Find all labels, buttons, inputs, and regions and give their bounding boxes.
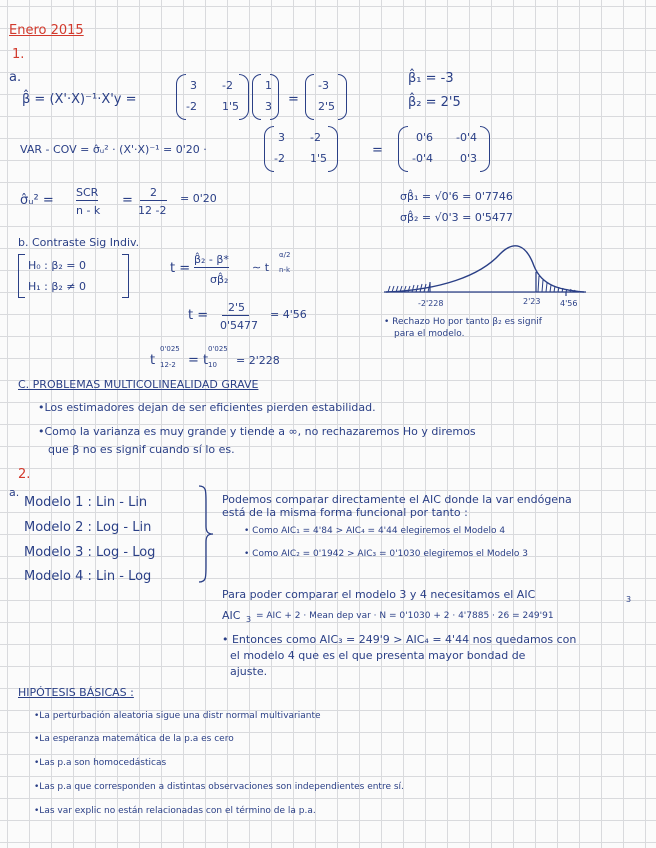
conclusion: • Entonces como AIC₃ = 249'9 > AIC₄ = 4'44 nos quedamos con [222,633,577,646]
equals-sign: = [122,193,133,208]
t-distribution: ∼ t [252,261,270,274]
vector-left-paren [252,74,261,120]
t-value-denominator: 0'5477 [220,319,259,332]
t-distribution-sketch [380,236,590,312]
t-critical-sup: 0'025 [160,345,180,353]
hypotheses-title: HIPÓTESIS BÁSICAS : [18,686,134,699]
t-critical-sup: 0'025 [208,345,228,353]
sigma-u-label: σ̂ᵤ² = [20,193,54,208]
result-cell: -3 [318,79,329,92]
t-critical-sub: 12-2 [160,361,176,369]
models-brace [196,484,216,584]
model-item: Modelo 4 : Lin - Log [24,569,152,584]
aic-comparison: • Como AIC₁ = 4'84 > AIC₄ = 4'44 elegiremos el Modelo 4 [244,526,506,536]
part-a-label: a. [9,70,22,85]
nk-denominator: n - k [76,204,101,217]
neg-critical-label: -2'228 [418,299,444,308]
bullet-item: •Los estimadores dejan de ser eficientes pierden estabilidad. [38,401,376,414]
t-value-label: t = [188,308,209,323]
t-critical-eq: = t [188,353,209,368]
matrix-cell: -2 [186,100,197,113]
sigma-beta1: σβ̂₁ = √0'6 = 0'7746 [400,190,513,203]
question-1-label: 1. [12,47,25,62]
sigma-beta2: σβ̂₂ = √0'3 = 0'5477 [400,211,513,224]
aic-paragraph-cont: está de la misma forma funcional por tanto : [222,506,468,519]
hypothesis-bracket-right [122,254,129,298]
q2-part-a-label: a. [9,486,20,499]
sigma-u-result: = 0'20 [180,192,217,205]
t-critical-sub: 10 [208,361,217,369]
t-dist-sup: α/2 [279,251,291,259]
t-stat-label: t = [170,261,191,276]
matrix-cell: 0'3 [460,152,478,165]
matrix-left-paren [176,74,186,120]
matrix-right-paren [239,74,249,120]
pos-critical-label: 2'23 [523,297,541,306]
varcov-formula: VAR - COV = σ̂ᵤ² · (X'·X)⁻¹ = 0'20 · [20,143,207,156]
page-title: Enero 2015 [9,23,84,38]
hypothesis-item: •Las var explic no están relacionadas con el término de la p.a. [34,806,316,816]
t-value-result: = 4'56 [270,308,307,321]
aic-compare-sub: 3 [626,595,632,604]
reject-note-cont: para el modelo. [394,329,465,339]
fraction-denominator: 12 -2 [138,204,167,217]
result-cell: 2'5 [318,100,336,113]
matrix-left-paren [398,126,408,172]
matrix-cell: -0'4 [456,131,477,144]
hypothesis-bracket-left [18,254,25,298]
t-stat-denominator: σβ̂₂ [210,273,229,286]
matrix-right-paren [480,126,490,172]
matrix-left-paren [264,126,274,172]
hypothesis-item: •Las p.a que corresponden a distintas observaciones son independientes entre sí. [34,782,404,792]
bullet-item-cont: que β no es signif cuando sí lo es. [48,443,235,456]
equals-sign: = [288,92,299,107]
matrix-right-paren [328,126,338,172]
bullet-item: •Como la varianza es muy grande y tiende a ∞, no rechazaremos Ho y diremos [38,425,476,438]
beta1-estimate: β̂₁ = -3 [408,71,454,86]
t-critical-result: = 2'228 [236,354,280,367]
model-item: Modelo 2 : Log - Lin [24,520,152,535]
matrix-cell: 3 [190,79,197,92]
aic-paragraph: Podemos comparar directamente el AIC donde la var endógena [222,493,572,506]
matrix-cell: -2 [274,152,285,165]
beta2-estimate: β̂₂ = 2'5 [408,95,461,110]
result-right-paren [338,74,347,120]
hypothesis-item: •Las p.a son homocedásticas [34,758,167,768]
fraction-numerator: 2 [140,187,167,201]
vector-right-paren [270,74,279,120]
hypothesis-item: •La perturbación aleatoria sigue una distr normal multivariante [34,711,321,721]
matrix-cell: 1'5 [310,152,328,165]
vector-cell: 1 [265,79,272,92]
equals-sign: = [372,143,383,158]
beta-formula: β̂ = (X'·X)⁻¹·X'y = [22,92,137,107]
vector-cell: 3 [265,100,272,113]
aic-formula: = AIC + 2 · Mean dep var · N = 0'1030 + 2 · 4'7885 · 26 = 249'91 [256,611,554,621]
t-value-numerator: 2'5 [222,302,249,316]
aic-compare-note: Para poder comparar el modelo 3 y 4 necesitamos el AIC [222,588,536,601]
aic-formula-sub: 3 [246,615,252,624]
question-2-label: 2. [18,467,31,482]
part-b-label: b. Contraste Sig Indiv. [18,236,140,249]
matrix-cell: 1'5 [222,100,240,113]
matrix-cell: 3 [278,131,285,144]
result-left-paren [305,74,314,120]
hypothesis-item: •La esperanza matemática de la p.a es cero [34,734,234,744]
model-item: Modelo 3 : Log - Log [24,545,156,560]
aic-comparison: • Como AIC₂ = 0'1942 > AIC₃ = 0'1030 elegiremos el Modelo 3 [244,549,529,559]
t-critical-label: t [150,353,156,368]
t-dist-sub: n-k [279,266,291,274]
matrix-cell: -2 [310,131,321,144]
reject-note: • Rechazo Ho por tanto β₂ es signif [384,317,542,327]
t-value-mark-label: 4'56 [560,299,578,308]
conclusion-cont: el modelo 4 que es el que presenta mayor bondad de [230,649,526,662]
conclusion-cont: ajuste. [230,665,268,678]
matrix-cell: -2 [222,79,233,92]
null-hypothesis: H₀ : β₂ = 0 [28,259,87,272]
model-item: Modelo 1 : Lin - Lin [24,495,148,510]
part-c-title: C. PROBLEMAS MULTICOLINEALIDAD GRAVE [18,378,259,391]
t-stat-numerator: β̂₂ - β* [194,253,229,266]
matrix-cell: -0'4 [412,152,433,165]
aic-formula-label: AIC [222,609,241,622]
matrix-cell: 0'6 [416,131,434,144]
alt-hypothesis: H₁ : β₂ ≠ 0 [28,280,87,293]
scr-numerator: SCR [76,186,99,199]
